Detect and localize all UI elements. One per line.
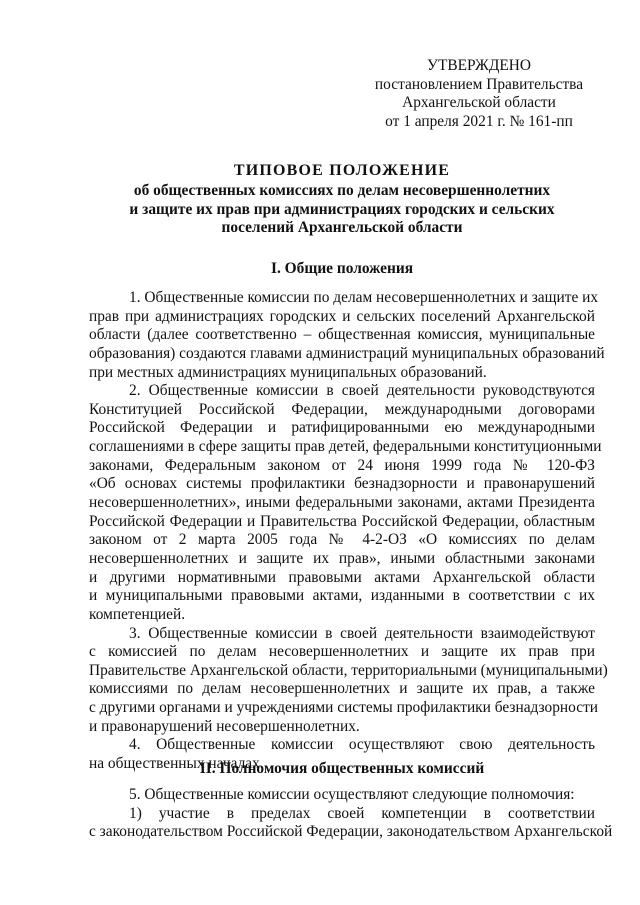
paragraph-line: несовершеннолетних и защите их прав», иными областными законами: [89, 549, 595, 567]
approval-stamp: УТВЕРЖДЕНО: [427, 57, 531, 74]
paragraph-line: с комиссией по делам несовершеннолетних и защите их прав при: [89, 643, 595, 661]
paragraph-line: компетенцией.: [89, 605, 186, 623]
section-heading-powers: II. Полномочия общественных комиссий: [199, 760, 485, 777]
paragraph-line: несовершеннолетних», иными федеральными законами, актами Президента: [89, 494, 595, 512]
section-body-powers: [89, 786, 613, 842]
paragraph-line: прав при администрациях городских и сельских поселений Архангельской: [89, 307, 595, 325]
paragraph-line: и правонарушений несовершеннолетних.: [89, 717, 360, 735]
paragraph-line: при местных администрациях муниципальных образований.: [89, 363, 487, 381]
paragraph-line: «Об основах системы профилактики безнадзорности и правонарушений: [89, 475, 595, 493]
approval-date: от 1 апреля 2021 г. № 161-пп: [385, 112, 573, 130]
paragraph-line: законами, Федеральным законом от 24 июня 1999 года № 120-ФЗ: [89, 456, 595, 474]
document-title-line-1: об общественных комиссиях по делам несовершеннолетних: [133, 182, 551, 199]
document-title-line-2: и защите их прав при администрациях городских и сельских: [129, 200, 555, 218]
paragraph-line: 4. Общественные комиссии осуществляют свою деятельность: [129, 736, 595, 754]
approval-act: постановлением Правительства: [374, 75, 584, 93]
paragraph-line: 1) участие в пределах своей компетенции в соответствии: [129, 804, 595, 822]
paragraph-line: Российской Федерации и ратифицированными ею международными: [89, 419, 595, 437]
document-title-main: ТИПОВОЕ ПОЛОЖЕНИЕ: [233, 162, 451, 179]
paragraph-line: соглашениями в сфере защиты прав детей, федеральными конституционными: [89, 438, 602, 456]
paragraph-line: 1. Общественные комиссии по делам несовершеннолетних и защите их: [129, 289, 599, 306]
paragraph-line: Правительстве Архангельской области, территориальными (муниципальными): [89, 661, 608, 679]
approval-region: Архангельской области: [402, 94, 556, 112]
document-title-line-3: поселений Архангельской области: [221, 219, 463, 237]
approval-block: [370, 57, 588, 131]
section-body-general: [89, 289, 608, 774]
paragraph-line: на общественных началах.: [89, 755, 264, 773]
paragraph-line: 2. Общественные комиссии в своей деятельности руководствуются: [129, 382, 595, 400]
section-heading-general: I. Общие положения: [270, 260, 414, 277]
paragraph-line: и другими нормативными правовыми актами Архангельской области: [89, 568, 595, 586]
paragraph-line: 5. Общественные комиссии осуществляют следующие полномочия:: [129, 786, 575, 803]
paragraph-line: с другими органами и учреждениями системы профилактики безнадзорности: [89, 699, 599, 717]
paragraph-line: Конституцией Российской Федерации, международными договорами: [89, 400, 595, 418]
paragraph-line: законом от 2 марта 2005 года № 4-2-ОЗ «О комиссиях по делам: [89, 531, 595, 549]
paragraph-line: 3. Общественные комиссии в своей деятельности взаимодействуют: [129, 624, 595, 642]
paragraph-line: образования) создаются главами администраций муниципальных образований: [89, 344, 605, 362]
paragraph-line: с законодательством Российской Федерации, законодательством Архангельской: [89, 823, 613, 841]
paragraph-line: области (далее соответственно – общественная комиссия, муниципальные: [89, 326, 595, 344]
paragraph-line: и муниципальными правовыми актами, изданными в соответствии с их: [89, 587, 595, 605]
paragraph-line: Российской Федерации и Правительства Российской Федерации, областным: [89, 512, 595, 530]
document-title: [78, 160, 606, 238]
paragraph-line: комиссиями по делам несовершеннолетних и защите их прав, а также: [89, 680, 595, 698]
